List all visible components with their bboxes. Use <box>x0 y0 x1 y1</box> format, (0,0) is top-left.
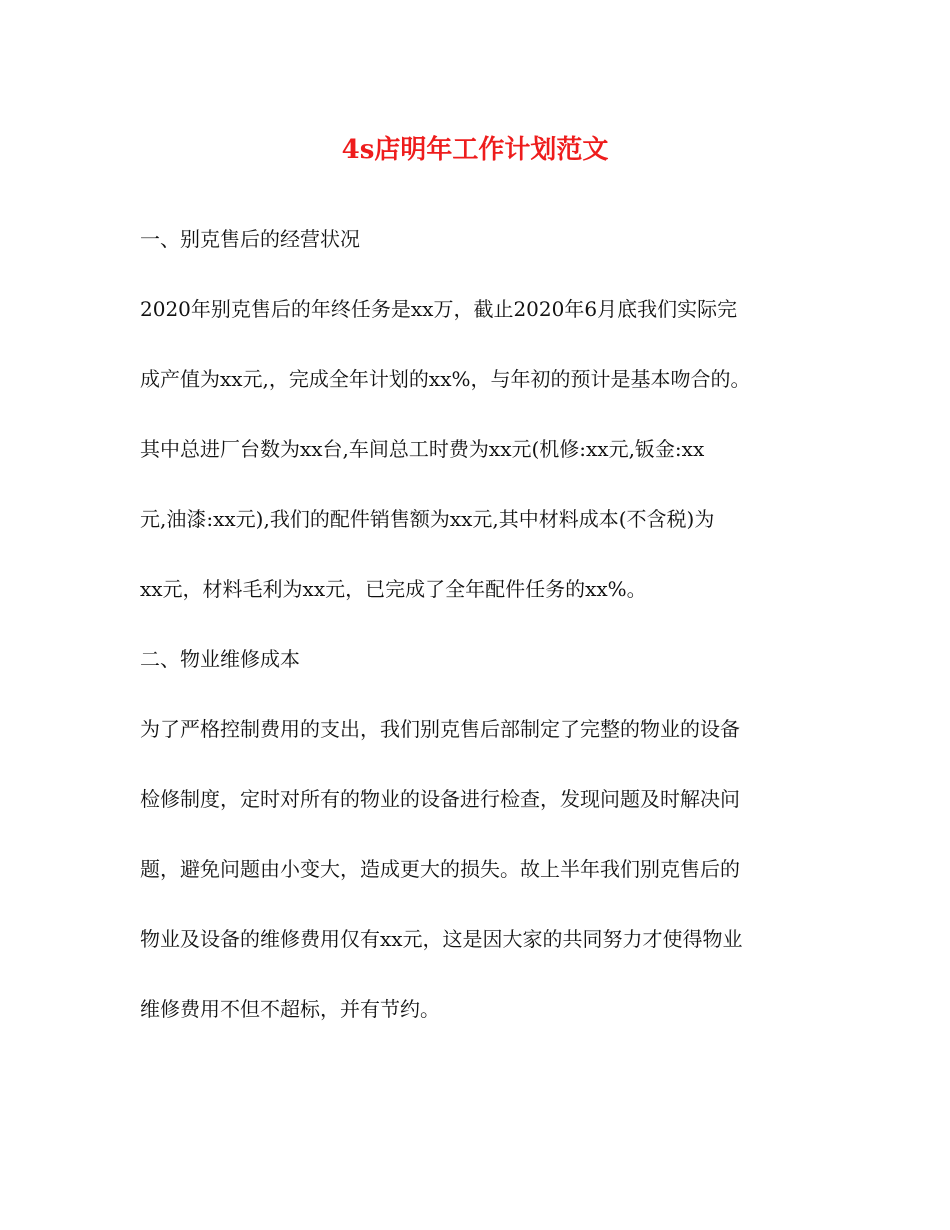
paragraph-line: 题，避免问题由小变大，造成更大的损失。故上半年我们别克售后的 <box>140 857 740 881</box>
section-heading: 一、别克售后的经营状况 <box>140 227 360 251</box>
paragraph-line: 为了严格控制费用的支出，我们别克售后部制定了完整的物业的设备 <box>140 717 740 741</box>
paragraph-line: 2020年别克售后的年终任务是xx万，截止2020年6月底我们实际完 <box>140 297 738 321</box>
paragraph-line: xx元，材料毛利为xx元，已完成了全年配件任务的xx%。 <box>140 577 647 601</box>
document-body <box>140 216 820 1056</box>
section-heading: 二、物业维修成本 <box>140 647 300 671</box>
paragraph-line: 元,油漆:xx元),我们的配件销售额为xx元,其中材料成本(不含税)为 <box>140 507 715 531</box>
paragraph-line: 成产值为xx元,，完成全年计划的xx%，与年初的预计是基本吻合的。 <box>140 367 751 391</box>
paragraph-line: 检修制度，定时对所有的物业的设备进行检查，发现问题及时解决问 <box>140 787 740 811</box>
paragraph-line: 维修费用不但不超标，并有节约。 <box>140 997 440 1021</box>
paragraph-line: 物业及设备的维修费用仅有xx元，这是因大家的共同努力才使得物业 <box>140 927 743 951</box>
document-title: 4s店明年工作计划范文 <box>341 135 609 165</box>
paragraph-line: 其中总进厂台数为xx台,车间总工时费为xx元(机修:xx元,钣金:xx <box>140 437 705 461</box>
